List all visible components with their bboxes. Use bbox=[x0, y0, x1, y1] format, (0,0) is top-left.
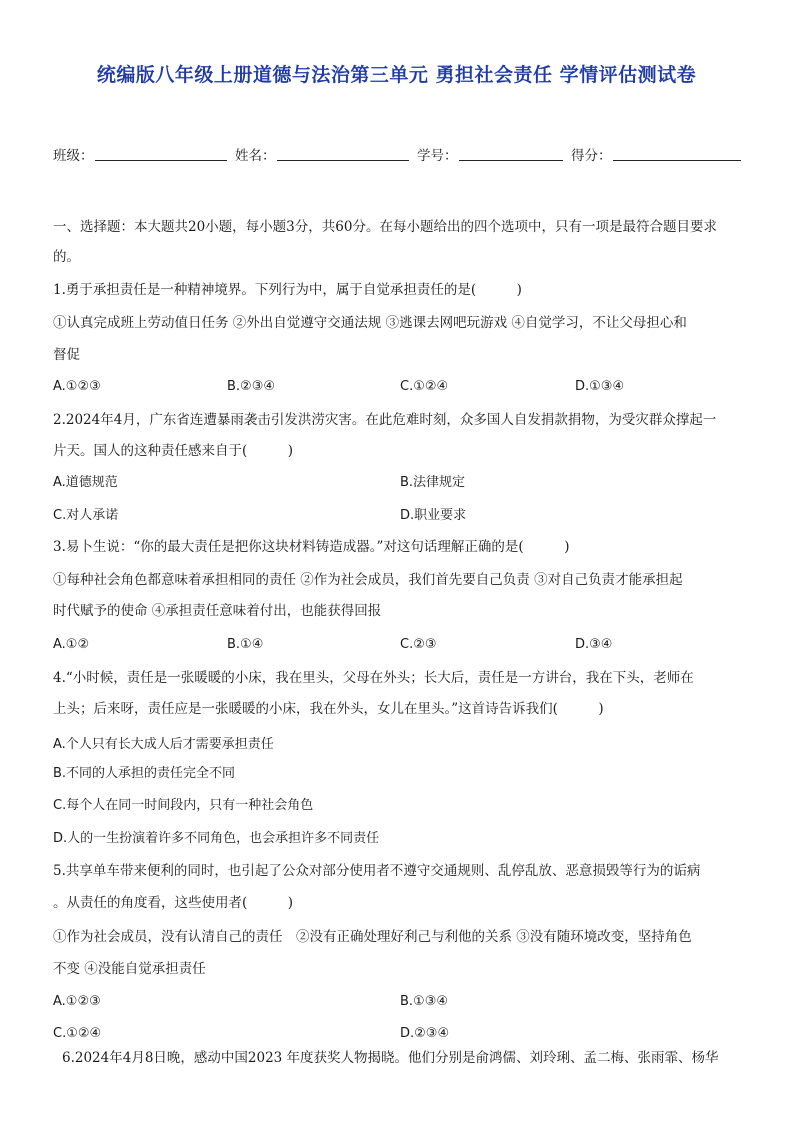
question-3-option-d[interactable]: D.③④ bbox=[575, 637, 613, 652]
exam-title: 统编版八年级上册道德与法治第三单元 勇担社会责任 学情评估测试卷 bbox=[96, 64, 697, 86]
question-1-option-d[interactable]: D.①③④ bbox=[575, 379, 625, 394]
question-1-option-b[interactable]: B.②③④ bbox=[227, 379, 276, 394]
question-5-option-d[interactable]: D.②③④ bbox=[400, 1026, 450, 1041]
question-1-stem: 1.勇于承担责任是一种精神境界。下列行为中，属于自觉承担责任的是( ) bbox=[53, 282, 522, 298]
question-2-option-b[interactable]: B.法律规定 bbox=[400, 475, 466, 490]
question-1-option-c[interactable]: C.①②④ bbox=[400, 379, 449, 394]
student-info-row bbox=[53, 144, 743, 164]
question-2-option-c[interactable]: C.对人承诺 bbox=[53, 508, 119, 523]
question-2-option-d[interactable]: D.职业要求 bbox=[400, 508, 467, 523]
score-label: 得分： bbox=[571, 148, 612, 164]
question-5-option-a[interactable]: A.①②③ bbox=[53, 994, 101, 1009]
question-3-stem: 3.易卜生说：“你的最大责任是把你这块材料铸造成器。”对这句话理解正确的是( ) bbox=[53, 539, 570, 555]
score-blank[interactable] bbox=[613, 160, 741, 161]
question-4-stem-cont: 上头；后来呀，责任应是一张暖暖的小床，我在外头，女儿在里头。”这首诗告诉我们( ) bbox=[53, 701, 604, 717]
name-blank[interactable] bbox=[277, 160, 409, 161]
student-id-label: 学号： bbox=[417, 148, 458, 164]
question-2-stem-cont: 片天。国人的这种责任感来自于( ) bbox=[53, 443, 294, 459]
question-2-option-a[interactable]: A.道德规范 bbox=[53, 475, 118, 490]
section-heading-cont: 的。 bbox=[53, 249, 80, 265]
question-4-option-b[interactable]: B.不同的人承担的责任完全不同 bbox=[53, 766, 236, 781]
question-2-stem: 2.2024年4月，广东省连遭暴雨袭击引发洪涝灾害。在此危难时刻，众多国人自发捐款捐物，为受灾群众撑起一 bbox=[53, 412, 717, 428]
question-5-option-c[interactable]: C.①②④ bbox=[53, 1026, 102, 1041]
question-3-statements: ①每种社会角色都意味着承担相同的责任 ②作为社会成员，我们首先要自己负责 ③对自己负责才能承担起 bbox=[53, 572, 683, 588]
name-label: 姓名： bbox=[235, 148, 276, 164]
class-label: 班级： bbox=[53, 148, 94, 164]
question-3-option-b[interactable]: B.①④ bbox=[227, 637, 264, 652]
student-id-blank[interactable] bbox=[459, 160, 563, 161]
section-heading: 一、选择题：本大题共20小题，每小题3分，共60分。在每小题给出的四个选项中，只有一项是最符合题目要求 bbox=[53, 219, 717, 235]
question-1-statements-cont: 督促 bbox=[53, 347, 80, 363]
question-3-statements-cont: 时代赋予的使命 ④承担责任意味着付出，也能获得回报 bbox=[53, 603, 382, 619]
question-5-stem: 5.共享单车带来便利的同时，也引起了公众对部分使用者不遵守交通规则、乱停乱放、恶意损毁等行为的诟病 bbox=[53, 863, 701, 879]
question-3-option-a[interactable]: A.①② bbox=[53, 637, 90, 652]
question-4-option-a[interactable]: A.个人只有长大成人后才需要承担责任 bbox=[53, 737, 274, 752]
question-5-statements-cont: 不变 ④没能自觉承担责任 bbox=[53, 961, 206, 977]
question-6-stem: 6.2024年4月8日晚，感动中国2023 年度获奖人物揭晓。他们分别是俞鸿儒、刘玲琍、孟二梅、张雨霏、杨华 bbox=[62, 1050, 719, 1066]
question-4-option-d[interactable]: D.人的一生扮演着许多不同角色，也会承担许多不同责任 bbox=[53, 831, 380, 846]
class-blank[interactable] bbox=[95, 160, 227, 161]
question-1-statements: ①认真完成班上劳动值日任务 ②外出自觉遵守交通法规 ③逃课去网吧玩游戏 ④自觉学习，不让父母担心和 bbox=[53, 315, 687, 331]
question-4-option-c[interactable]: C.每个人在同一时间段内，只有一种社会角色 bbox=[53, 798, 314, 813]
question-5-stem-cont: 。从责任的角度看，这些使用者( ) bbox=[53, 895, 294, 911]
question-1-option-a[interactable]: A.①②③ bbox=[53, 379, 101, 394]
question-5-statements: ①作为社会成员，没有认清自己的责任 ②没有正确处理好利己与利他的关系 ③没有随环境改变，坚持角色 bbox=[53, 929, 692, 945]
question-3-option-c[interactable]: C.②③ bbox=[400, 637, 437, 652]
question-5-option-b[interactable]: B.①③④ bbox=[400, 994, 449, 1009]
question-4-stem: 4.“小时候，责任是一张暖暖的小床，我在里头，父母在外头；长大后，责任是一方讲台，我在下头，老师在 bbox=[53, 670, 694, 686]
